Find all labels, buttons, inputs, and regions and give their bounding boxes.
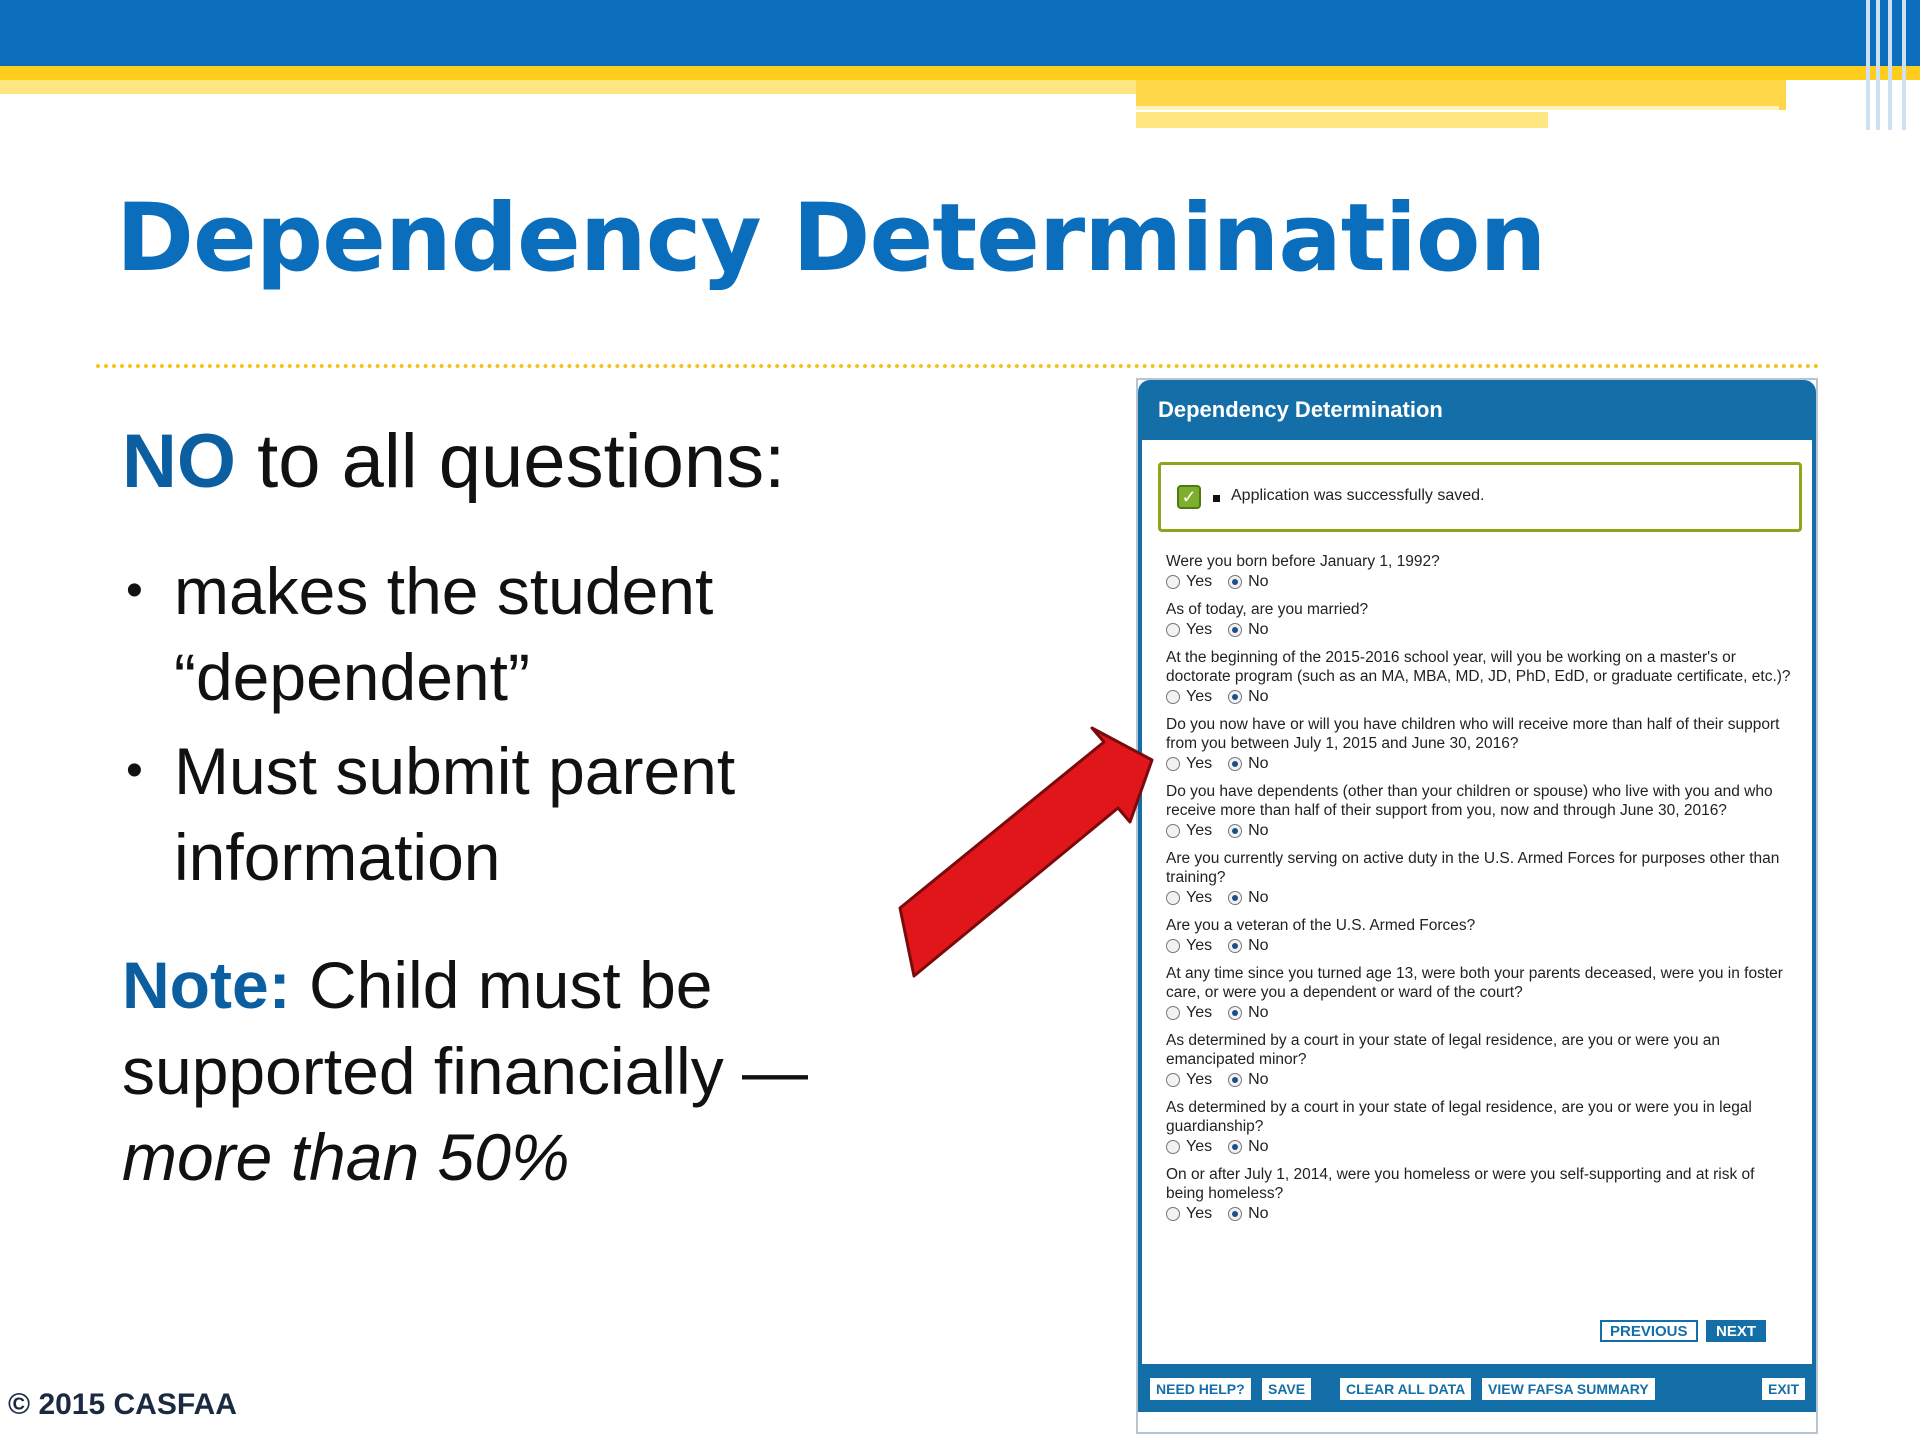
radio-no[interactable]	[1228, 891, 1242, 905]
option-label: No	[1248, 1138, 1269, 1155]
option-no[interactable]	[1228, 753, 1268, 774]
question-options	[1166, 619, 1794, 640]
option-label: Yes	[1186, 1205, 1213, 1222]
option-label: Yes	[1186, 822, 1213, 839]
option-no[interactable]	[1228, 619, 1268, 640]
option-yes[interactable]	[1166, 753, 1212, 774]
option-yes[interactable]	[1166, 887, 1212, 908]
option-label: Yes	[1186, 688, 1213, 705]
radio-yes[interactable]	[1166, 757, 1180, 771]
bullet-dot-icon: •	[126, 564, 143, 617]
panel-header: Dependency Determination	[1138, 380, 1816, 440]
save-confirmation	[1158, 462, 1802, 532]
question-list	[1166, 552, 1794, 1232]
option-label: Yes	[1186, 937, 1213, 954]
question-options	[1166, 753, 1794, 774]
option-label: Yes	[1186, 1138, 1213, 1155]
radio-no[interactable]	[1228, 575, 1242, 589]
question-text: As determined by a court in your state of legal residence, are you or were you an emancipated minor?	[1166, 1032, 1720, 1068]
option-no[interactable]	[1228, 935, 1268, 956]
option-label: No	[1248, 755, 1269, 772]
panel-footer	[1138, 1364, 1816, 1412]
option-label: Yes	[1186, 621, 1213, 638]
option-label: No	[1248, 573, 1269, 590]
bullet-dot-icon: •	[126, 744, 143, 797]
question-text: As of today, are you married?	[1166, 601, 1369, 618]
option-label: Yes	[1186, 755, 1213, 772]
question-item	[1166, 715, 1794, 774]
option-yes[interactable]	[1166, 1002, 1212, 1023]
option-label: No	[1248, 937, 1269, 954]
radio-no[interactable]	[1228, 623, 1242, 637]
view-fafsa-summary-button[interactable]: VIEW FAFSA SUMMARY	[1482, 1378, 1655, 1400]
question-text: At the beginning of the 2015-2016 school year, will you be working on a master's or doctorate program (such as an MA, MBA, MD, JD, PhD, EdD, or graduate certificate, etc.)?	[1166, 649, 1791, 685]
question-item	[1166, 1031, 1794, 1090]
radio-yes[interactable]	[1166, 1073, 1180, 1087]
option-no[interactable]	[1228, 571, 1268, 592]
lead-text	[122, 418, 785, 505]
option-label: Yes	[1186, 1071, 1213, 1088]
option-yes[interactable]	[1166, 935, 1212, 956]
decorative-stripe	[1866, 0, 1870, 130]
decorative-stripe	[1902, 0, 1906, 130]
question-item	[1166, 849, 1794, 908]
radio-yes[interactable]	[1166, 1006, 1180, 1020]
radio-no[interactable]	[1228, 757, 1242, 771]
top-banner-yellow	[0, 66, 1920, 80]
question-text: Were you born before January 1, 1992?	[1166, 553, 1440, 570]
question-text: On or after July 1, 2014, were you homeless or were you self-supporting and at risk of being homeless?	[1166, 1166, 1755, 1202]
radio-yes[interactable]	[1166, 939, 1180, 953]
previous-button[interactable]: PREVIOUS	[1600, 1320, 1698, 1342]
option-label: Yes	[1186, 889, 1213, 906]
question-item	[1166, 648, 1794, 707]
question-options	[1166, 686, 1794, 707]
exit-button[interactable]: EXIT	[1762, 1378, 1805, 1400]
question-text: Are you currently serving on active duty in the U.S. Armed Forces for purposes other than training?	[1166, 850, 1780, 886]
radio-no[interactable]	[1228, 1006, 1242, 1020]
radio-yes[interactable]	[1166, 623, 1180, 637]
question-text: At any time since you turned age 13, were both your parents deceased, were you in foster care, or were you a dependent or ward of the court?	[1166, 965, 1783, 1001]
option-label: No	[1248, 1071, 1269, 1088]
bullet-square-icon	[1213, 495, 1220, 502]
checkmark-icon: ✓	[1177, 485, 1201, 509]
radio-yes[interactable]	[1166, 824, 1180, 838]
option-yes[interactable]	[1166, 1136, 1212, 1157]
question-options	[1166, 935, 1794, 956]
question-options	[1166, 887, 1794, 908]
note-italic: more than 50%	[122, 1120, 570, 1194]
clear-all-data-button[interactable]: CLEAR ALL DATA	[1340, 1378, 1471, 1400]
option-no[interactable]	[1228, 1203, 1268, 1224]
question-item	[1166, 782, 1794, 841]
question-item	[1166, 1098, 1794, 1157]
need-help-button[interactable]: NEED HELP?	[1150, 1378, 1251, 1400]
lead-rest: to all questions:	[236, 419, 786, 504]
radio-no[interactable]	[1228, 1073, 1242, 1087]
radio-yes[interactable]	[1166, 690, 1180, 704]
question-text: Do you now have or will you have children who will receive more than half of their support from you between July 1, 2015 and June 30, 2016?	[1166, 716, 1780, 752]
fafsa-screenshot-panel	[1136, 378, 1818, 1434]
question-text: As determined by a court in your state of legal residence, are you or were you in legal guardianship?	[1166, 1099, 1752, 1135]
next-button[interactable]: NEXT	[1706, 1320, 1766, 1342]
lead-emphasis: NO	[122, 419, 236, 504]
save-button[interactable]: SAVE	[1262, 1378, 1311, 1400]
option-label: No	[1248, 621, 1269, 638]
question-item	[1166, 964, 1794, 1023]
question-options	[1166, 1203, 1794, 1224]
save-message: Application was successfully saved.	[1231, 487, 1485, 504]
option-no[interactable]	[1228, 1002, 1268, 1023]
copyright: © 2015 CASFAA	[8, 1388, 237, 1421]
slide-title: Dependency Determination	[116, 184, 1546, 293]
top-banner-yellow-light	[0, 80, 1136, 94]
option-yes[interactable]	[1166, 619, 1212, 640]
question-text: Are you a veteran of the U.S. Armed Forces?	[1166, 917, 1476, 934]
question-options	[1166, 1002, 1794, 1023]
radio-no[interactable]	[1228, 824, 1242, 838]
bullet-item: • makes the student “dependent”	[122, 548, 934, 720]
bullet-item: • Must submit parent information	[122, 728, 934, 900]
option-yes[interactable]	[1166, 1203, 1212, 1224]
option-no[interactable]	[1228, 820, 1268, 841]
option-yes[interactable]	[1166, 1069, 1212, 1090]
bullet-list	[122, 548, 934, 908]
option-label: No	[1248, 1004, 1269, 1021]
radio-yes[interactable]	[1166, 891, 1180, 905]
option-no[interactable]	[1228, 1069, 1268, 1090]
question-options	[1166, 820, 1794, 841]
question-options	[1166, 1136, 1794, 1157]
radio-yes[interactable]	[1166, 1140, 1180, 1154]
decorative-stripe	[1876, 0, 1880, 130]
option-label: No	[1248, 822, 1269, 839]
option-label: No	[1248, 1205, 1269, 1222]
decorative-stripe	[1888, 0, 1892, 130]
question-item	[1166, 1165, 1794, 1224]
radio-yes[interactable]	[1166, 575, 1180, 589]
option-label: No	[1248, 889, 1269, 906]
radio-no[interactable]	[1228, 1140, 1242, 1154]
question-options	[1166, 571, 1794, 592]
note-label: Note:	[122, 948, 291, 1022]
question-text: Do you have dependents (other than your children or spouse) who live with you and who receive more than half of their support from you, now and through June 30, 2016?	[1166, 783, 1773, 819]
radio-no[interactable]	[1228, 939, 1242, 953]
note-body: Child must be supported financially —	[122, 948, 809, 1108]
question-options	[1166, 1069, 1794, 1090]
note-text	[122, 942, 922, 1200]
option-yes[interactable]	[1166, 571, 1212, 592]
question-item	[1166, 552, 1794, 592]
top-banner-blue	[0, 0, 1920, 66]
radio-no[interactable]	[1228, 1207, 1242, 1221]
option-no[interactable]	[1228, 686, 1268, 707]
question-item	[1166, 916, 1794, 956]
option-label: No	[1248, 688, 1269, 705]
option-yes[interactable]	[1166, 686, 1212, 707]
title-divider	[96, 364, 1820, 368]
option-no[interactable]	[1228, 887, 1268, 908]
option-no[interactable]	[1228, 1136, 1268, 1157]
option-label: Yes	[1186, 573, 1213, 590]
radio-yes[interactable]	[1166, 1207, 1180, 1221]
option-label: Yes	[1186, 1004, 1213, 1021]
radio-no[interactable]	[1228, 690, 1242, 704]
option-yes[interactable]	[1166, 820, 1212, 841]
top-banner-yellow-line	[1136, 106, 1779, 110]
top-banner-yellow-light-2	[1136, 112, 1548, 128]
question-item	[1166, 600, 1794, 640]
